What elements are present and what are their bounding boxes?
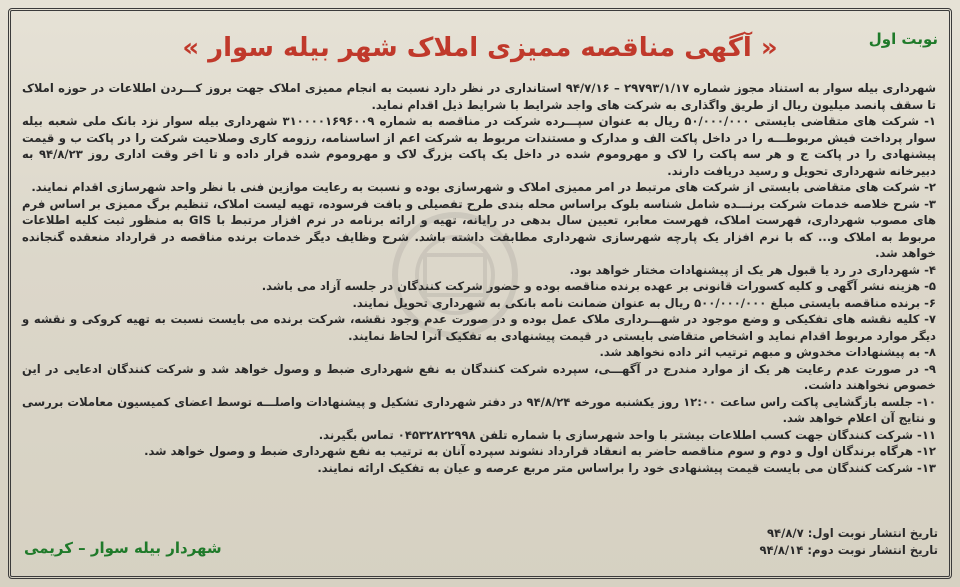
clause-11: ۱۱- شرکت کنندگان جهت کسب اطلاعات بیشتر با واحد شهرسازی با شماره تلفن ۰۴۵۳۲۸۲۲۹۹۸ تماس بگیرند. bbox=[318, 427, 936, 442]
first-publication-date: تاریخ انتشار نوبت اول: ۹۴/۸/۷ bbox=[766, 526, 938, 540]
clause-12: ۱۲- هرگاه برندگان اول و دوم و سوم مناقصه حاضر به انعقاد قرارداد نشوند سپرده آنان به ترتیب به نفع شهرداری ضبط و وصول خواهد شد. bbox=[144, 444, 936, 458]
mayor-signature: شهردار بیله سوار – کریمی bbox=[24, 539, 222, 557]
clause-9: ۹- در صورت عدم رعایت هر یک از موارد مندرج در آگهـــی، سپرده شرکت کنندگان به نفع شهرداری ضبط و وصول خواهد شد و شرکت کنندگان ادعایی در این خصوص نخواهند داشت. bbox=[22, 361, 936, 392]
clause-1: ۱- شرکت های متقاضی بایستی ۵۰/۰۰۰/۰۰۰ ریال به عنوان سپـــرده شرکت در مناقصه به شماره ۳۱۰۰۰۰۱۶۹۶۰۰۹ شهرداری بیله سوار نزد بانک ملی شعبه بیله سوار پرداخت فیش مربوطـــه را در داخل پاکت الف و مدارک و مستندات مربوط به شرکت اعم از اساسنامه، رزومه کاری وصلاحیت شرکت را در پاکت ب و قیمت پیشنهادی را در پاکت ج و هر سه پاکت را لاک و مهروموم شده در داخل یک پاکت بزرگ لاک و مهروموم شده قرار داده و تا اخر وقت اداری روز ۹۴/۸/۲۳ به دبیرخانه شهرداری تحویل و رسید دریافت دارند. bbox=[22, 114, 937, 178]
issue-badge: نوبت اول bbox=[868, 30, 938, 48]
clause-4: ۴- شهرداری در رد یا قبول هر یک از پیشنهادات مختار خواهد بود. bbox=[569, 262, 936, 277]
clause-8: ۸- به پیشنهادات مخدوش و مبهم ترتیب اثر داده نخواهد شد. bbox=[599, 345, 936, 359]
notice-body bbox=[22, 80, 936, 476]
clause-6: ۶- برنده مناقصه بایستی مبلغ ۵۰۰/۰۰۰/۰۰۰ ریال به عنوان ضمانت نامه بانکی به شهرداری تحویل نمایند. bbox=[352, 295, 936, 310]
clause-7: ۷- کلیه نقشه های تفکیکی و وضع موجود در شهـــرداری ملاک عمل بوده و در صورت عدم وجود نقشه، شرکت برنده می بایست نسبت به تهیه کروکی و نقشه و دیگر موارد مربوط اقدام نماید و اشخاص متقاضی بایستی در قیمت پیشنهادی به تفکیک آنرا لحاظ نمایند. bbox=[22, 312, 936, 343]
clause-5: ۵- هزینه نشر آگهی و کلیه کسورات قانونی بر عهده برنده مناقصه بوده و حضور شرکت کنندگان در جلسه آزاد می باشد. bbox=[261, 279, 936, 293]
clause-13: ۱۳- شرکت کنندگان می بایست قیمت پیشنهادی خود را براساس متر مربع عرصه و عیان به تفکیک ارائه نمایند. bbox=[317, 460, 936, 475]
second-publication-date: تاریخ انتشار نوبت دوم: ۹۴/۸/۱۴ bbox=[759, 543, 938, 557]
clause-3: ۳- شرح خلاصه خدمات شرکت برنـــده شامل شناسه بلوک براساس محله بندی طرح تفصیلی و بافت فرسوده، تهیه لیست املاک، تنظیم برگ ممیزی بر اساس فرم های مصوب شهرداری، فهرست املاک، فهرست معابر، تعیین سال بدهی در رایانه، تهیه و ارائه برنامه در نرم افزار مرتبط با GIS به منظور ثبت کلیه اطلاعات مربوط به املاک و... که با نرم افزار یک پارچه شهرسازی شهرداری مطابقت داشته باشد. شرح وظایف دیگر خدمات برنده مناقصه در قرارداد منعقده گنجانده خواهد شد. bbox=[22, 196, 936, 260]
intro-paragraph: شهرداری بیله سوار به استناد مجوز شماره ۲۹۷۹۳/۱/۱۷ – ۹۴/۷/۱۶ استانداری در نظر دارد نسبت به انجام ممیزی املاک جهت بروز کـــردن اطلاعات در حوزه املاک تا سقف پانصد میلیون ریال از طریق واگذاری به شرکت های واجد شرایط با شرایط ذیل اقدام نماید. bbox=[22, 81, 937, 112]
clause-10: ۱۰- جلسه بازگشایی پاکت راس ساعت ۱۲:۰۰ روز یکشنبه مورخه ۹۴/۸/۲۴ در دفتر شهرداری تشکیل و پیشنهادات واصلـــه توسط اعضای کمیسیون معاملات بررسی و نتایج آن اعلام خواهد شد. bbox=[22, 394, 936, 425]
page-title: « آگهی مناقصه ممیزی املاک شهر بیله سوار » bbox=[182, 33, 778, 63]
clause-2: ۲- شرکت های متقاضی بایستی از شرکت های مرتبط در امر ممیزی املاک و شهرسازی بوده و نسبت به رعایت موازین فنی با نظر واحد شهرسازی اقدام نمایند. bbox=[31, 180, 936, 194]
publication-dates bbox=[759, 525, 938, 559]
